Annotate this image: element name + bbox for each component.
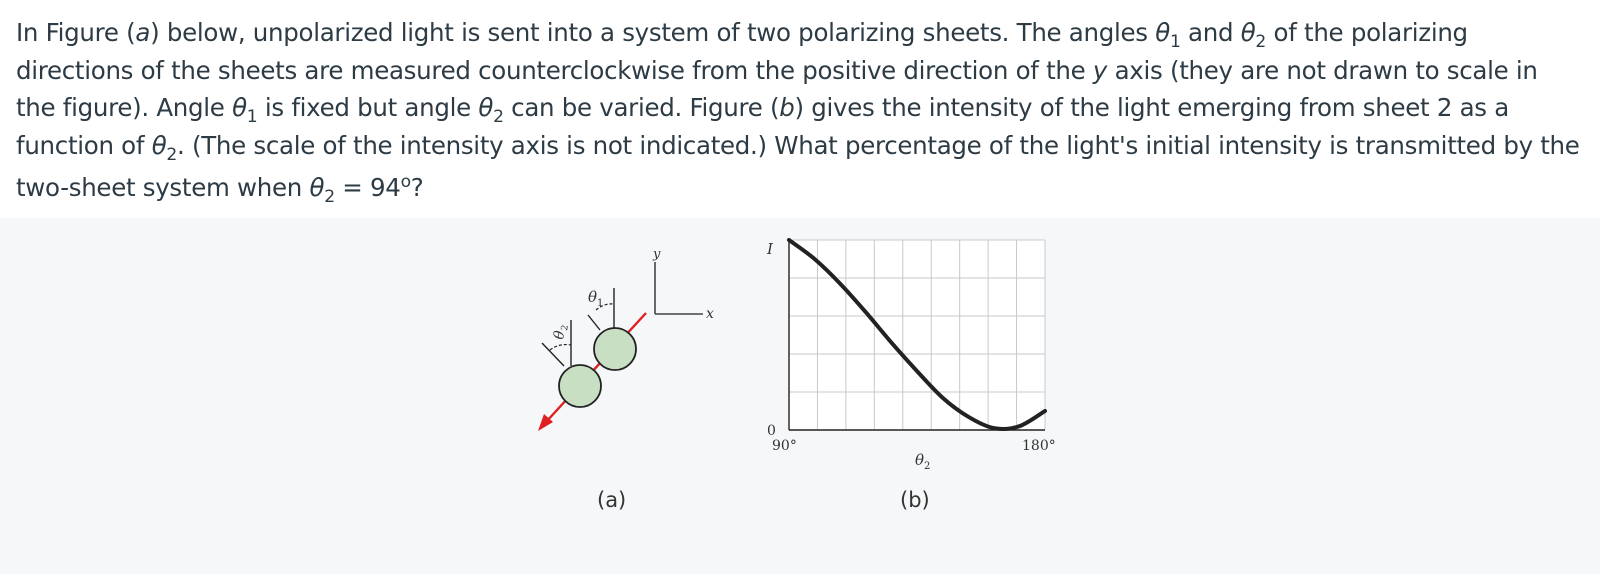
polarizing-sheet-1	[594, 328, 636, 370]
caption-b: (b)	[900, 488, 930, 512]
q-p6: y	[1092, 55, 1108, 85]
q-p9: can be varied. Figure (	[503, 93, 780, 122]
polarizing-sheet-2	[559, 365, 601, 407]
q-degree: o	[400, 172, 411, 192]
theta2-axis-label: θ	[915, 451, 925, 469]
tick-label-90: 90°	[772, 438, 797, 454]
theta2-axis-subscript: 2	[924, 461, 931, 472]
figure-area	[0, 218, 1600, 574]
q-sub-b: 2	[1255, 31, 1267, 52]
zero-label: 0	[767, 423, 776, 439]
q-p7: axis (they are not drawn to scale in the figure). Angle	[16, 55, 1538, 122]
figure-svg	[0, 218, 1600, 574]
theta1-label: θ	[588, 288, 598, 306]
q-p4: and	[1180, 18, 1241, 47]
q-p13: = 94	[334, 173, 401, 203]
q-p15: ?	[410, 173, 424, 203]
caption-a: (a)	[597, 488, 627, 512]
q-theta-a: θ	[1155, 18, 1170, 47]
x-axis-label: x	[706, 306, 714, 322]
q-theta-d: θ	[478, 93, 494, 122]
q-p12: . (The scale of the intensity axis is not indicated.) What percentage of the light's initial intensity is transmitted by the two-sheet system when	[16, 130, 1580, 203]
q-sub-d: 2	[493, 106, 504, 127]
q-p1: In Figure (	[16, 18, 136, 47]
question-text	[16, 14, 1584, 207]
q-sub-c: 1	[246, 106, 258, 127]
q-theta-b: θ	[1240, 18, 1256, 47]
sheet2-polarizing-line	[542, 343, 564, 366]
q-sub-f: 2	[324, 187, 335, 208]
q-theta-f: θ	[309, 173, 325, 203]
q-theta-e: θ	[151, 130, 167, 160]
q-p10: b	[779, 93, 795, 122]
intensity-label: I	[767, 240, 773, 258]
q-theta-c: θ	[232, 93, 247, 122]
figure-b	[766, 240, 1056, 472]
theta1-subscript: 1	[597, 298, 604, 309]
q-p8: is fixed but angle	[257, 93, 479, 122]
theta2-arc	[550, 345, 571, 350]
sheet1-polarizing-line	[588, 315, 600, 330]
figure-a	[538, 247, 714, 431]
q-sub-e: 2	[166, 144, 177, 165]
y-axis-label: y	[653, 247, 661, 262]
theta2-label: θ	[551, 329, 569, 341]
q-p5: of the polarizing directions of the sheets are measured counterclockwise from the positive direction of the	[16, 18, 1468, 85]
q-p3: ) below, unpolarized light is sent into a system of two polarizing sheets. The angles	[150, 18, 1156, 47]
q-p2: a	[135, 18, 151, 47]
q-p11: ) gives the intensity of the light emerging from sheet 2 as a function of	[16, 93, 1509, 160]
theta2-subscript: 2	[560, 324, 571, 332]
q-sub-a: 1	[1169, 31, 1181, 52]
tick-label-180: 180°	[1022, 438, 1056, 454]
